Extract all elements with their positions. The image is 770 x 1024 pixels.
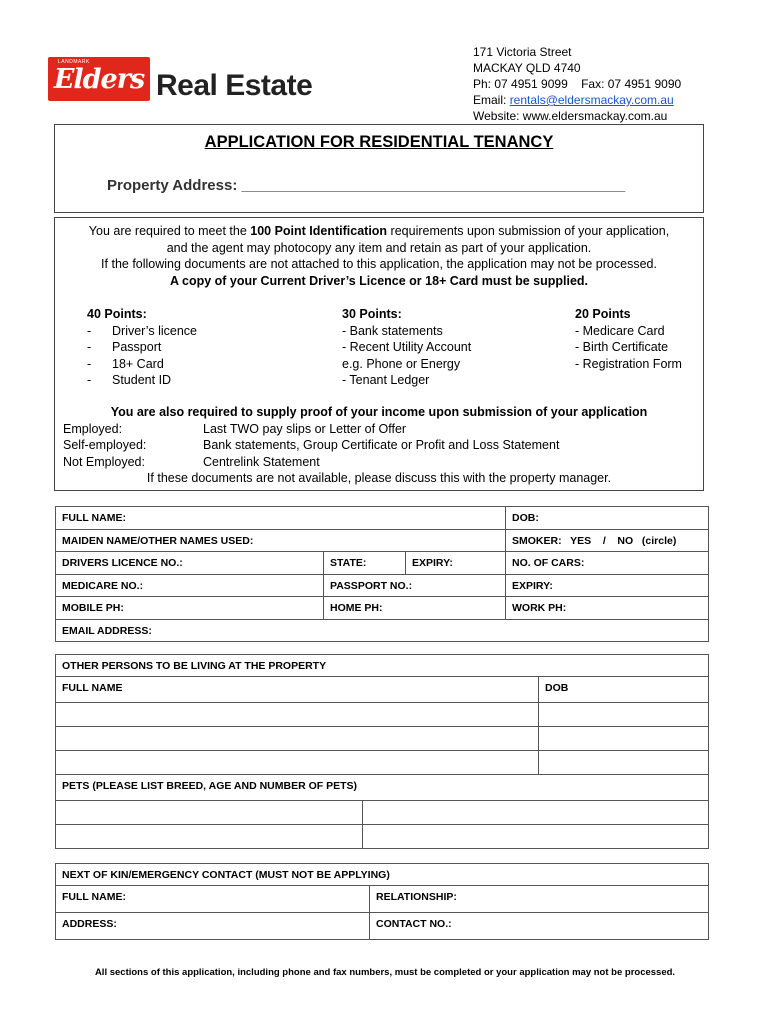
points-item: - Registration Form — [575, 356, 682, 371]
points-item: - 18+ Card — [87, 356, 164, 371]
dob-field[interactable]: DOB: — [506, 507, 709, 530]
kin-full-name-field[interactable]: FULL NAME: — [56, 886, 370, 913]
income-label: Employed: — [63, 421, 123, 436]
table-row — [56, 727, 709, 751]
table-row — [56, 655, 709, 677]
next-of-kin-table — [55, 863, 709, 940]
other-name-cell[interactable] — [56, 703, 539, 727]
other-dob-cell[interactable] — [539, 703, 709, 727]
table-row — [56, 597, 709, 620]
info-text: requirements upon submission of your application, — [387, 224, 670, 238]
work-phone-field[interactable]: WORK PH: — [506, 597, 709, 620]
info-text: You are required to meet the — [88, 224, 251, 238]
pets-cell[interactable] — [363, 801, 709, 825]
income-label: Not Employed: — [63, 454, 145, 469]
page-title: APPLICATION FOR RESIDENTIAL TENANCY — [204, 133, 554, 151]
income-heading: You are also required to supply proof of your income upon submission of your application — [110, 405, 648, 419]
points-heading: 40 Points: — [87, 307, 147, 321]
table-row — [56, 864, 709, 886]
table-row — [56, 703, 709, 727]
points-item: - Tenant Ledger — [342, 373, 430, 387]
points-item: - Student ID — [87, 373, 172, 387]
passport-expiry-field[interactable]: EXPIRY: — [506, 575, 709, 597]
email-address-field[interactable]: EMAIL ADDRESS: — [56, 620, 709, 642]
title-box — [54, 124, 704, 213]
points-item: - Recent Utility Account — [342, 340, 472, 354]
pets-cell[interactable] — [56, 801, 363, 825]
maiden-name-field[interactable]: MAIDEN NAME/OTHER NAMES USED: — [56, 530, 506, 552]
contact-city: MACKAY QLD 4740 — [473, 61, 581, 75]
table-row — [56, 575, 709, 597]
pets-cell[interactable] — [363, 825, 709, 849]
table-row — [56, 886, 709, 913]
mobile-phone-field[interactable]: MOBILE PH: — [56, 597, 324, 620]
info-line-1 — [55, 223, 703, 240]
income-value: Last TWO pay slips or Letter of Offer — [203, 421, 407, 436]
table-row — [56, 507, 709, 530]
info-line-2: and the agent may photocopy any item and retain as part of your application. — [166, 240, 592, 255]
table-row — [56, 913, 709, 940]
points-item: - Passport — [87, 340, 162, 354]
email-link[interactable]: rentals@eldersmackay.com.au — [509, 93, 674, 107]
num-cars-field[interactable]: NO. OF CARS: — [506, 552, 709, 575]
kin-relationship-field[interactable]: RELATIONSHIP: — [370, 886, 709, 913]
other-dob-cell[interactable] — [539, 751, 709, 775]
table-row — [56, 801, 709, 825]
table-row — [56, 775, 709, 801]
points-30-column — [342, 306, 471, 389]
table-row — [56, 751, 709, 775]
points-item: - Birth Certificate — [575, 340, 669, 354]
passport-field[interactable]: PASSPORT NO.: — [324, 575, 506, 597]
income-note: If these documents are not available, please discuss this with the property manager. — [146, 471, 612, 485]
other-name-cell[interactable] — [56, 751, 539, 775]
email-label: Email: — [473, 93, 510, 107]
property-address-field[interactable]: Property Address: ______________________________________________ — [107, 177, 626, 194]
points-item: - Medicare Card — [575, 323, 665, 338]
income-value: Bank statements, Group Certificate or Profit and Loss Statement — [203, 438, 560, 452]
home-phone-field[interactable]: HOME PH: — [324, 597, 506, 620]
next-of-kin-heading: NEXT OF KIN/EMERGENCY CONTACT (MUST NOT BE APPLYING) — [56, 864, 709, 886]
income-value: Centrelink Statement — [203, 454, 320, 469]
table-row — [56, 825, 709, 849]
other-full-name-header: FULL NAME — [56, 677, 539, 703]
medicare-field[interactable]: MEDICARE NO.: — [56, 575, 324, 597]
info-line-3: If the following documents are not attached to this application, the application may not be processed. — [101, 257, 657, 271]
points-20-column — [575, 306, 682, 372]
logo-tagline: LANDMARK — [58, 59, 90, 65]
table-row — [56, 552, 709, 575]
other-persons-table — [55, 654, 709, 849]
footer-note: All sections of this application, including phone and fax numbers, must be completed or your application may not be processed. — [94, 967, 676, 978]
contact-website: Website: www.eldersmackay.com.au — [473, 109, 668, 123]
contact-phone-fax: Ph: 07 4951 9099 Fax: 07 4951 9090 — [473, 77, 682, 91]
points-item: - Bank statements — [342, 323, 443, 338]
full-name-field[interactable]: FULL NAME: — [56, 507, 506, 530]
applicant-table — [55, 506, 709, 642]
logo-text: Elders — [53, 63, 145, 95]
table-row — [56, 530, 709, 552]
other-name-cell[interactable] — [56, 727, 539, 751]
points-40-column — [87, 306, 197, 389]
pets-heading: PETS (PLEASE LIST BREED, AGE AND NUMBER OF PETS) — [56, 775, 709, 801]
other-dob-header: DOB — [539, 677, 709, 703]
table-row — [56, 677, 709, 703]
contact-email-row — [473, 92, 681, 108]
other-persons-heading: OTHER PERSONS TO BE LIVING AT THE PROPERTY — [56, 655, 709, 677]
other-dob-cell[interactable] — [539, 727, 709, 751]
elders-logo — [48, 57, 150, 101]
kin-address-field[interactable]: ADDRESS: — [56, 913, 370, 940]
contact-street: 171 Victoria Street — [473, 45, 572, 59]
points-item: - Driver’s licence — [87, 323, 197, 338]
info-line-4: A copy of your Current Driver’s Licence or 18+ Card must be supplied. — [169, 273, 589, 288]
kin-contact-field[interactable]: CONTACT NO.: — [370, 913, 709, 940]
licence-expiry-field[interactable]: EXPIRY: — [406, 552, 506, 575]
points-item: e.g. Phone or Energy — [342, 356, 461, 371]
state-field[interactable]: STATE: — [324, 552, 406, 575]
info-bold-text: 100 Point Identification — [250, 224, 388, 238]
brand-suffix: Real Estate — [156, 69, 313, 102]
income-label: Self-employed: — [63, 438, 147, 452]
smoker-field[interactable]: SMOKER: YES / NO (circle) — [506, 530, 709, 552]
points-heading: 20 Points — [575, 307, 631, 321]
drivers-licence-field[interactable]: DRIVERS LICENCE NO.: — [56, 552, 324, 575]
points-heading: 30 Points: — [342, 307, 402, 321]
requirements-box — [54, 217, 704, 491]
pets-cell[interactable] — [56, 825, 363, 849]
table-row — [56, 620, 709, 642]
contact-block — [473, 44, 681, 124]
